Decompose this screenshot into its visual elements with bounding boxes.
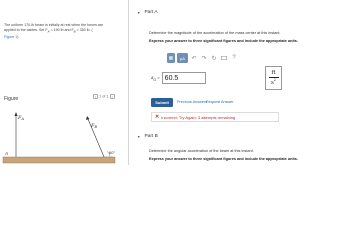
help-button[interactable]: ?: [232, 55, 236, 61]
figure-label: Figure: [4, 96, 19, 102]
part-b-instruction: Determine the angular acceleration of the beam at this instant.: [149, 149, 254, 153]
unit-input[interactable]: [265, 66, 282, 90]
answer-label: $a_G$ =: [151, 74, 160, 82]
submit-button[interactable]: Submit: [151, 98, 173, 107]
chevron-right-icon[interactable]: ›: [111, 94, 113, 99]
pager-text: 1 of 1: [99, 94, 109, 99]
beam: [3, 157, 115, 163]
problem-line-2: applied to the cables. Set F: [4, 28, 48, 33]
part-a-header[interactable]: [137, 10, 158, 15]
figure-link[interactable]: Figure 1: [4, 35, 18, 40]
units-button[interactable]: μA: [177, 53, 188, 63]
fraction-bar: [269, 77, 279, 78]
part-b-instruction-bold: Express your answer to three significant figures and include the appropriate units.: [149, 157, 298, 161]
answer-input[interactable]: 60.5: [162, 72, 206, 84]
feedback-text: Incorrect; Try Again; 3 attempts remaining: [161, 114, 236, 120]
questions-panel: [129, 0, 350, 165]
problem-statement: [4, 23, 126, 40]
problem-line-2-mid: = 190 lb and F: [49, 28, 74, 33]
keyboard-icon[interactable]: [220, 53, 228, 63]
problem-line-1: The uniform 170-lb beam is initially at rest when the forces are: [4, 23, 104, 27]
point-a-label: A: [5, 151, 9, 156]
part-a-instruction-bold: Express your answer to three significant figures and include the appropriate units.: [149, 39, 298, 43]
part-b-title: Part B: [144, 134, 158, 139]
beam-figure: [0, 106, 128, 165]
math-toolbar: [167, 53, 238, 63]
force-a-label: $F_A$: [18, 115, 24, 122]
unit-denominator: $s^2$: [270, 78, 277, 87]
part-a-instruction: Determine the magnitude of the acceleration of the mass center at this instant.: [149, 31, 281, 35]
template-icon[interactable]: [167, 53, 175, 63]
subscript-a: A: [47, 29, 50, 34]
chevron-down-icon: ▼: [137, 10, 141, 15]
arrow-b-icon: [86, 116, 90, 120]
redo-icon[interactable]: ↷: [201, 55, 207, 62]
unit-numerator: ft: [271, 69, 276, 76]
x-icon: ✕: [155, 114, 160, 120]
figure-pager: [93, 94, 115, 99]
problem-panel: [0, 0, 128, 165]
undo-icon[interactable]: ↶: [191, 55, 197, 62]
force-b-label: $F_B$: [91, 123, 97, 130]
part-a-title: Part A: [144, 10, 158, 15]
subscript-b: B: [73, 29, 76, 34]
request-answer-link[interactable]: Request Answer: [206, 100, 234, 104]
angle-label: 60°: [109, 150, 116, 155]
previous-answers-link[interactable]: Previous Answers: [177, 100, 208, 104]
problem-line-2-end: = 350 lb. (: [75, 28, 93, 33]
chevron-down-icon: ▼: [137, 134, 141, 139]
chevron-left-icon[interactable]: ‹: [94, 94, 97, 99]
part-b-header[interactable]: [137, 134, 158, 139]
reset-icon[interactable]: ↻: [211, 55, 217, 62]
problem-line-3-end: ): [17, 35, 19, 40]
answer-row: [151, 72, 206, 84]
feedback-banner: [151, 112, 279, 122]
